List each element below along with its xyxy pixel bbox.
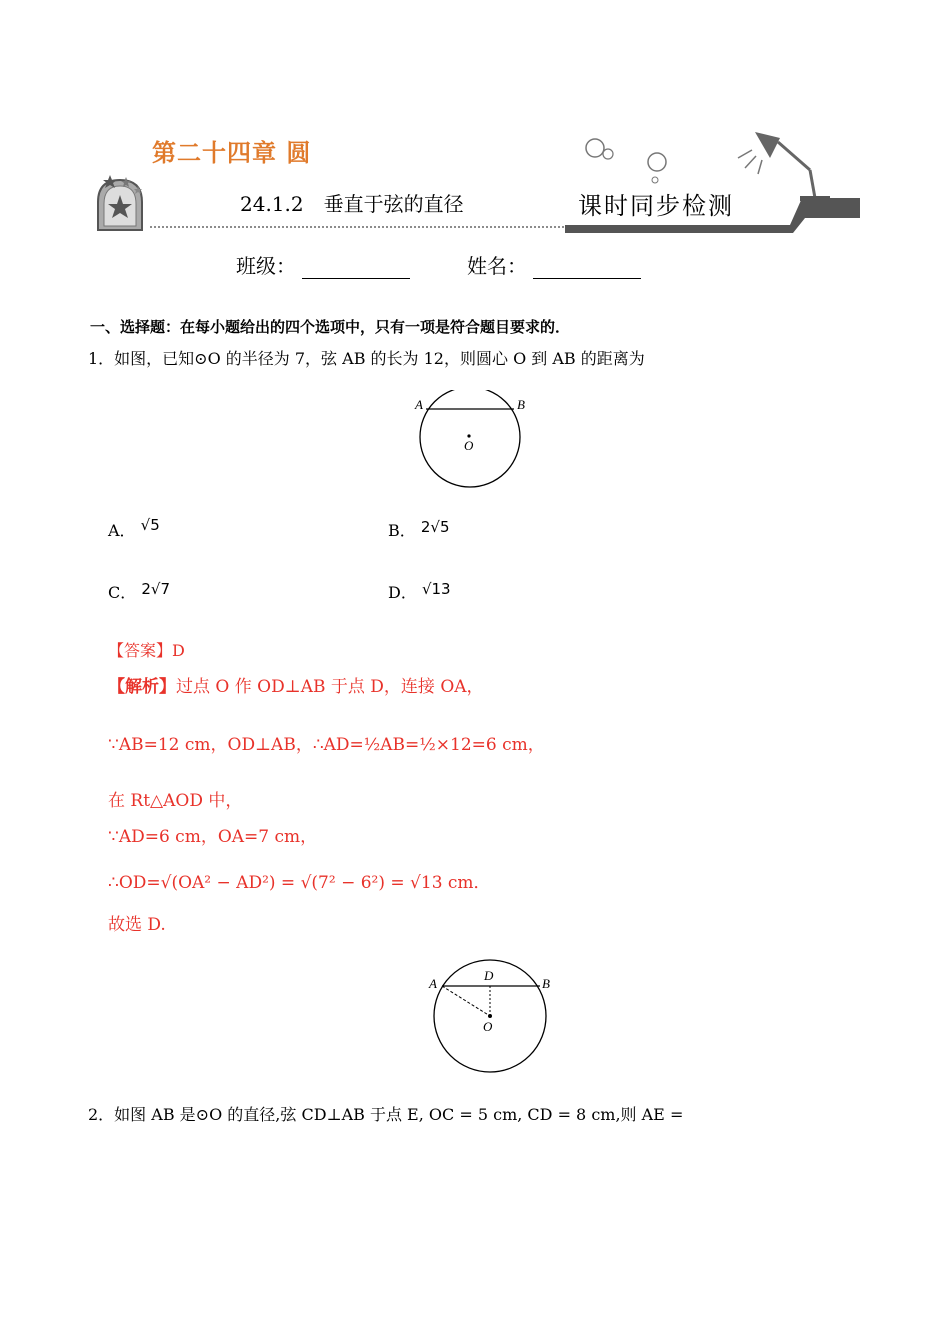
segment-oa — [442, 986, 490, 1016]
name-field[interactable] — [467, 250, 641, 279]
section-title: 24.1.2 垂直于弦的直径 — [240, 192, 464, 216]
option-a-letter: A． — [108, 521, 136, 540]
option-c[interactable] — [108, 580, 170, 603]
question-1-figure — [405, 390, 540, 495]
option-d-letter: D． — [388, 583, 417, 602]
option-b[interactable] — [388, 518, 450, 541]
analysis-line-1 — [108, 672, 484, 697]
option-b-letter: B． — [388, 521, 416, 540]
answer-value: D — [172, 641, 185, 660]
class-field[interactable] — [236, 250, 410, 279]
solution-label-d: D — [484, 968, 494, 983]
analysis-line-5: ∴OD=√(OA² − AD²) = √(7² − 6²) = √13 cm． — [108, 873, 491, 893]
star-badge-icon — [98, 175, 142, 230]
class-label: 班级： — [236, 254, 296, 278]
question-2-text: 2．如图 AB 是⊙O 的直径,弦 CD⊥AB 于点 E, OC = 5 cm, CD = 8 cm,则 AE = — [88, 1105, 684, 1124]
class-blank — [302, 260, 410, 279]
option-d-value: √13 — [421, 580, 451, 598]
question-1-text: 1．如图，已知⊙O 的半径为 7，弦 AB 的长为 12，则圆心 O 到 AB 的距离为 — [88, 349, 645, 368]
section-heading: 一、选择题：在每小题给出的四个选项中，只有一项是符合题目要求的． — [90, 318, 571, 336]
analysis-line-2: ∵AB=12 cm，OD⊥AB，∴AD=½AB=½×12=6 cm， — [108, 735, 545, 755]
label-a: A — [415, 397, 423, 412]
analysis-line-4: ∵AD=6 cm，OA=7 cm， — [108, 827, 318, 847]
solution-label-o: O — [483, 1019, 493, 1034]
solution-label-a: A — [429, 976, 437, 991]
desk-lamp-icon — [738, 132, 830, 201]
name-label: 姓名： — [467, 254, 527, 278]
option-b-value: 2√5 — [420, 518, 450, 536]
analysis-line-6: 故选 D. — [108, 915, 166, 935]
answer-tag: 【答案】 — [108, 641, 173, 660]
answer-line — [108, 638, 185, 661]
banner-text: 课时同步检测 — [578, 192, 734, 220]
option-a[interactable] — [108, 518, 160, 541]
analysis-line-3: 在 Rt△AOD 中， — [108, 791, 243, 811]
option-c-value: 2√7 — [141, 580, 170, 598]
solution-figure — [420, 958, 560, 1073]
option-d[interactable] — [388, 580, 451, 603]
name-blank — [533, 260, 641, 279]
solution-label-b: B — [542, 976, 550, 991]
label-b: B — [517, 397, 525, 412]
analysis-text-1: 过点 O 作 OD⊥AB 于点 D，连接 OA， — [176, 677, 484, 697]
option-c-letter: C． — [108, 583, 137, 602]
chapter-title: 第二十四章 圆 — [152, 139, 312, 167]
analysis-tag: 【解析】 — [108, 677, 176, 697]
solution-center-point — [488, 1014, 492, 1018]
label-o: O — [464, 438, 474, 453]
option-a-value: √5 — [140, 516, 160, 534]
